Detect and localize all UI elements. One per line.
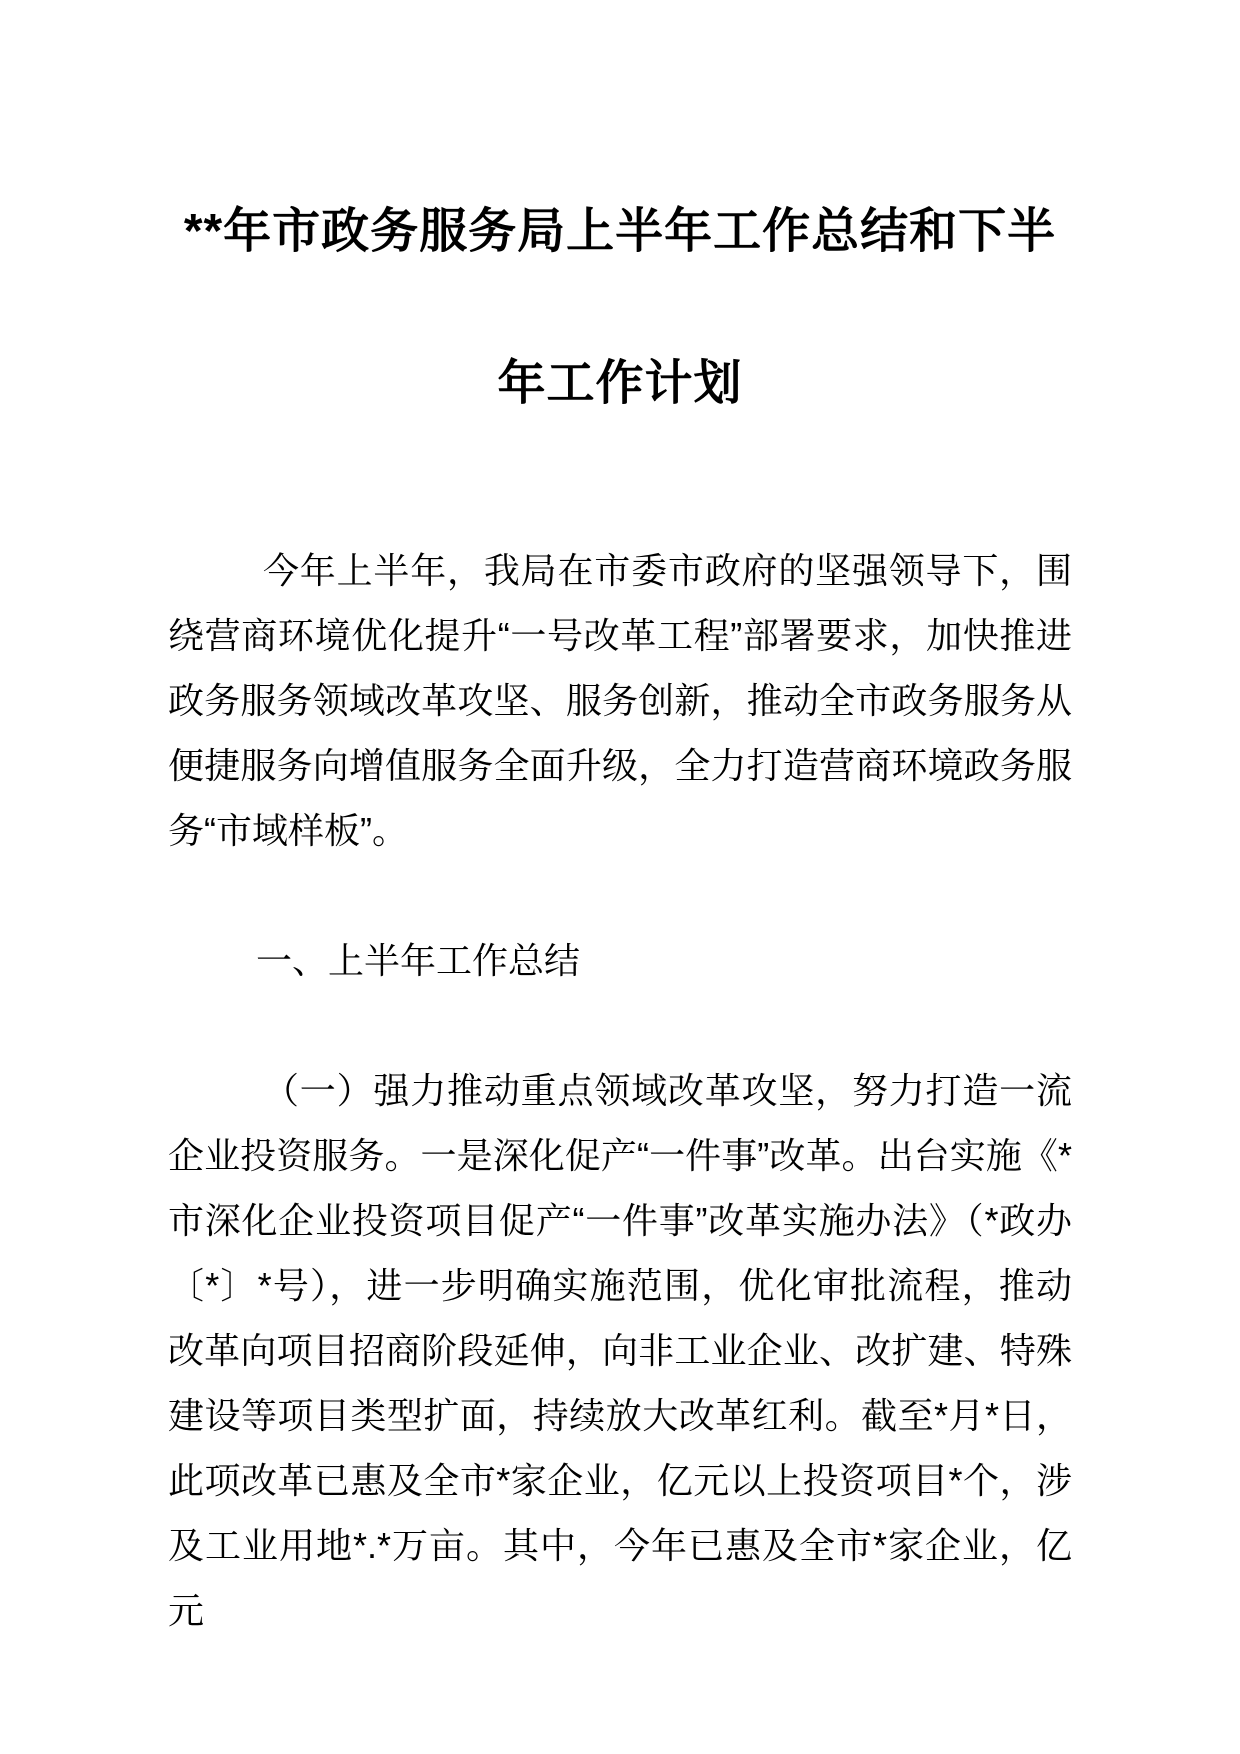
section-heading: 一、上半年工作总结 bbox=[256, 940, 581, 981]
section-paragraph: （一）强力推动重点领域改革攻坚，努力打造一流企业投资服务。一是深化促产“一件事”改革。出台实施《*市深化企业投资项目促产“一件事”改革实施办法》（*政办〔*〕*号），进一步明确实施范围，优化审批流程，推动改革向项目招商阶段延伸，向非工业企业、改扩建、特殊建设等项目类型扩面，持续放大改革红利。截至*月*日，此项改革已惠及全市*家企业，亿元以上投资项目*个，涉及工业用地*.*万亩。其中，今年已惠及全市*家企业，亿元 bbox=[168, 1070, 1072, 1631]
document-title bbox=[168, 156, 1072, 460]
document-title-line-1: **年市政务服务局上半年工作总结和下半 bbox=[183, 205, 1057, 258]
intro-paragraph: 今年上半年，我局在市委市政府的坚强领导下，围绕营商环境优化提升“一号改革工程”部署要求，加快推进政务服务领域改革攻坚、服务创新，推动全市政务服务从便捷服务向增值服务全面升级，全力打造营商环境政务服务“市域样板”。 bbox=[168, 550, 1072, 851]
document-title-line-2: 年工作计划 bbox=[497, 357, 743, 410]
